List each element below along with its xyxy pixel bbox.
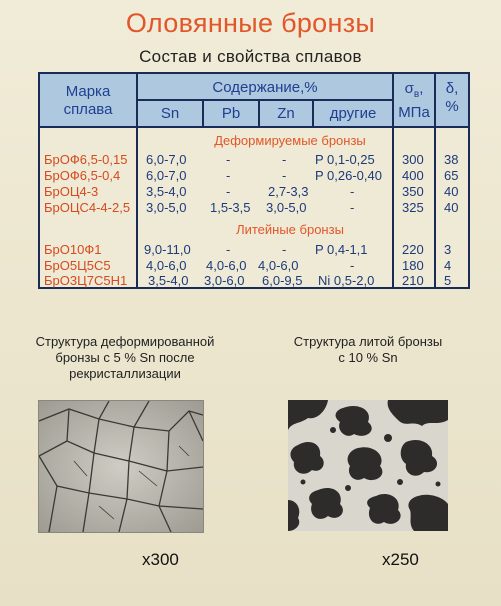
pb-cell: - [226,152,231,167]
brand-cell: БрОЦС4-4-2,5 [44,200,131,215]
other-cell: P 0,26-0,40 [315,168,382,183]
page-title: Оловянные бронзы [125,8,376,38]
delta-cell: 38 [444,152,459,167]
brand-header-line1: Марка [65,83,111,100]
section-cast-label: Литейные бронзы [236,222,344,237]
brand-cell: БрО10Ф1 [44,242,102,257]
other-header: другие [329,105,377,122]
zn-cell: - [282,242,287,257]
pb-cell: - [226,184,231,199]
delta-unit: % [445,98,459,115]
header-col-sep [312,99,314,126]
sigma-cell: 220 [402,242,424,257]
sigma-cell: 210 [402,273,424,288]
brand-cell: БрО3Ц7С5Н1 [44,273,128,288]
sigma-cell: 300 [402,152,424,167]
zn-cell: 6,0-9,5 [262,273,303,288]
sn-cell: 3,5-4,0 [148,273,189,288]
caption-line: Структура литой бронзы [293,334,443,349]
right-figure-caption [268,334,468,366]
table-header [40,74,468,128]
zn-cell: - [282,168,287,183]
other-cell: - [350,200,355,215]
sigma-cell: 400 [402,168,424,183]
grain-structure-graphic [39,401,203,532]
page-subtitle: Состав и свойства сплавов [139,47,362,66]
other-cell: - [350,184,355,199]
pb-header: Pb [221,105,241,122]
other-cell: P 0,1-0,25 [315,152,375,167]
sigma-unit: МПа [398,104,430,121]
caption-line: рекристаллизации [69,366,181,381]
sn-cell: 3,5-4,0 [146,184,187,199]
left-magnification-label: х300 [142,550,179,569]
other-cell: Ni 0,5-2,0 [318,273,375,288]
sigma-cell: 325 [402,200,424,215]
delta-header [436,80,468,116]
delta-cell: 40 [444,200,459,215]
pb-cell: - [226,168,231,183]
sn-cell: 6,0-7,0 [146,152,187,167]
zn-header: Zn [277,105,295,122]
brand-cell: БрО5Ц5С5 [44,258,111,273]
sigma-header: $\sigma_в$, МПа [398,80,430,121]
delta-cell: 5 [444,273,452,288]
table-row [40,258,468,273]
pb-cell: 3,0-6,0 [204,273,245,288]
sigma-cell: 350 [402,184,424,199]
delta-cell: 40 [444,184,459,199]
table-row [40,184,468,199]
zn-cell: - [282,152,287,167]
left-figure-caption [20,334,230,382]
dendrite-structure-graphic [288,400,448,531]
zn-cell: 3,0-5,0 [266,200,307,215]
right-magnification-label: х250 [382,550,419,569]
sigma-subscript: в [413,89,420,100]
caption-line: бронзы с 5 % Sn после [55,350,195,365]
header-col-sep [202,99,204,126]
zn-cell: 4,0-6,0 [258,258,299,273]
cast-microstructure-image [288,400,448,531]
pb-cell: 1,5-3,5 [210,200,251,215]
header-divider [136,99,394,101]
sn-cell: 4,0-6,0 [146,258,187,273]
header-col-sep [258,99,260,126]
sn-cell: 6,0-7,0 [146,168,187,183]
section-deformed-label: Деформируемые бронзы [214,133,366,148]
delta-cell: 3 [444,242,452,257]
brand-header [40,83,136,119]
other-cell: P 0,4-1,1 [315,242,368,257]
caption-line: Структура деформированной [35,334,215,349]
delta-symbol: δ, [445,80,459,97]
sigma-symbol: σ [404,80,414,97]
sn-cell: 9,0-11,0 [144,242,191,257]
content-header: Содержание,% [212,79,318,96]
table-row [40,168,468,183]
zn-cell: 2,7-3,3 [268,184,309,199]
table-row [40,242,468,257]
pb-cell: - [226,242,231,257]
brand-cell: БрОФ6,5-0,4 [44,168,121,183]
sigma-cell: 180 [402,258,424,273]
caption-line: с 10 % Sn [338,350,398,365]
brand-cell: БрОЦ4-3 [44,184,99,199]
brand-header-line2: сплава [63,101,113,118]
other-cell: - [350,258,355,273]
brand-cell: БрОФ6,5-0,15 [44,152,128,167]
pb-cell: 4,0-6,0 [206,258,247,273]
alloy-table [38,72,470,289]
sn-cell: 3,0-5,0 [146,200,187,215]
table-row [40,152,468,167]
sn-header: Sn [160,105,180,122]
table-row [40,200,468,215]
delta-cell: 4 [444,258,452,273]
deformed-microstructure-image [38,400,204,533]
table-row [40,273,468,288]
delta-cell: 65 [444,168,459,183]
